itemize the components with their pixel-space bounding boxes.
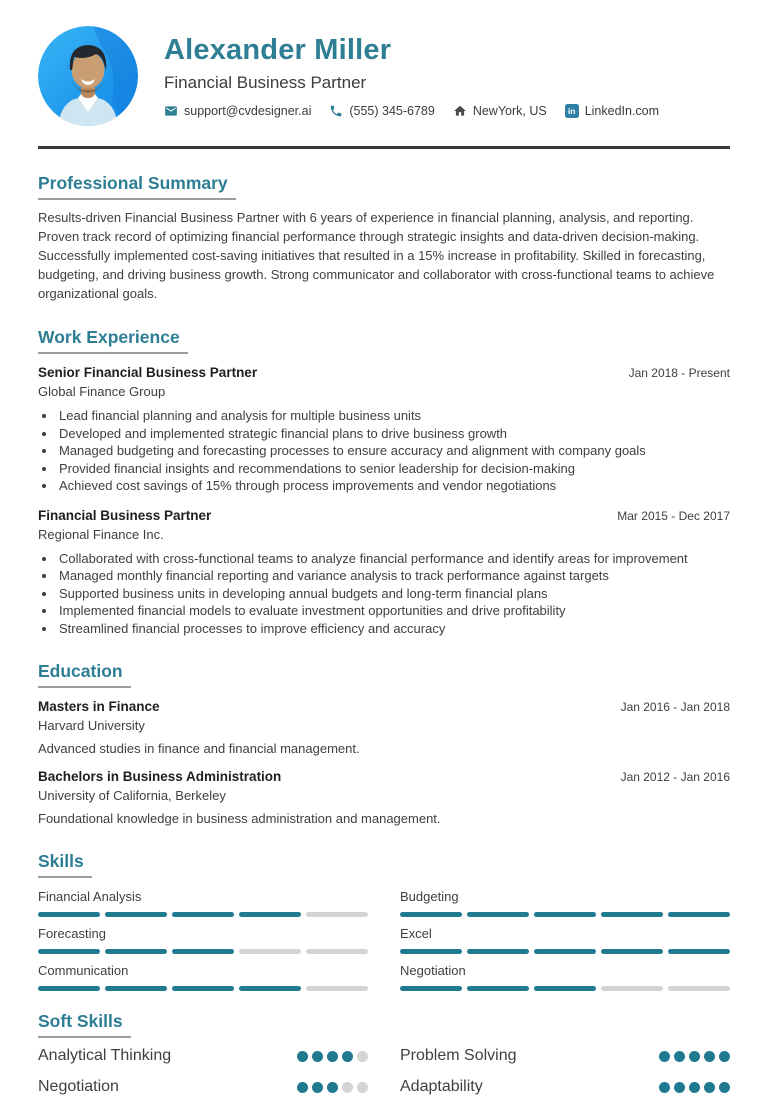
soft-skill-rating	[659, 1051, 730, 1062]
skill-bar-segment	[306, 986, 368, 991]
skill-label: Forecasting	[38, 926, 106, 941]
skill-bar-segment	[38, 912, 100, 917]
section-heading-work: Work Experience	[38, 327, 188, 354]
skill-bar-segment	[467, 912, 529, 917]
rating-dot	[659, 1082, 670, 1093]
skill-item	[400, 962, 730, 991]
skill-bar-segment	[534, 986, 596, 991]
soft-skill-rating	[659, 1082, 730, 1093]
skill-bar-segment	[601, 986, 663, 991]
soft-skill-item	[400, 1047, 730, 1065]
header-divider	[38, 146, 730, 149]
contact-linkedin[interactable]	[565, 104, 659, 118]
home-icon	[453, 104, 467, 118]
skill-bar-segment	[467, 986, 529, 991]
contact-linkedin-text: LinkedIn.com	[584, 104, 660, 118]
skill-bar-segment	[467, 949, 529, 954]
rating-dot	[704, 1082, 715, 1093]
job-bullet-list	[57, 407, 730, 495]
job-bullet: • Provided financial insights and recommendations to senior leadership for decision-making	[57, 460, 730, 478]
contact-phone-text: (555) 345-6789	[349, 104, 435, 118]
degree-title: Masters in Finance	[38, 699, 160, 714]
job-bullet: • Developed and implemented strategic financial plans to drive business growth	[57, 425, 730, 443]
skill-item	[400, 925, 730, 954]
job-entry	[38, 364, 730, 495]
rating-dot	[342, 1051, 353, 1062]
skill-item	[38, 962, 368, 991]
skill-label: Financial Analysis	[38, 889, 142, 904]
rating-dot	[327, 1051, 338, 1062]
rating-dot	[342, 1082, 353, 1093]
phone-icon	[329, 104, 343, 118]
school-name: University of California, Berkeley	[38, 788, 226, 803]
skill-bar-segment	[172, 949, 234, 954]
soft-skill-label: Analytical Thinking	[38, 1047, 172, 1064]
section-heading-education: Education	[38, 661, 131, 688]
skill-bar-segment	[306, 949, 368, 954]
rating-dot	[357, 1051, 368, 1062]
rating-dot	[297, 1082, 308, 1093]
education-date: Jan 2016 - Jan 2018	[620, 700, 730, 714]
skill-bar-segment	[172, 912, 234, 917]
skill-bar	[38, 949, 368, 954]
contact-email-text: support@cvdesigner.ai	[184, 104, 312, 118]
skill-bar-segment	[105, 986, 167, 991]
person-job-title: Financial Business Partner	[164, 73, 367, 92]
rating-dot	[674, 1082, 685, 1093]
job-header	[38, 507, 730, 524]
job-bullet: • Collaborated with cross-functional teams to analyze financial performance and identify areas for improvement	[57, 550, 730, 568]
section-work-experience	[38, 327, 730, 637]
education-header	[38, 768, 730, 785]
skill-bar	[38, 912, 368, 917]
education-entry	[38, 768, 730, 827]
contact-location	[453, 104, 547, 118]
soft-skill-rating	[297, 1051, 368, 1062]
contact-email[interactable]	[164, 104, 311, 118]
job-bullet: • Lead financial planning and analysis for multiple business units	[57, 407, 730, 425]
rating-dot	[312, 1051, 323, 1062]
job-title: Financial Business Partner	[38, 507, 212, 523]
skill-bar-segment	[306, 912, 368, 917]
job-bullet: • Managed monthly financial reporting and variance analysis to track performance against targets	[57, 567, 730, 585]
skill-bar-segment	[239, 949, 301, 954]
education-description: Advanced studies in finance and financial management.	[38, 741, 360, 756]
education-header	[38, 698, 730, 715]
skill-label: Excel	[400, 926, 432, 941]
skill-bar-segment	[668, 912, 730, 917]
rating-dot	[719, 1082, 730, 1093]
email-icon	[164, 104, 178, 118]
section-skills	[38, 851, 730, 991]
skill-bar-segment	[105, 949, 167, 954]
contact-phone[interactable]	[329, 104, 434, 118]
contact-location-text: NewYork, US	[472, 104, 547, 118]
skill-bar-segment	[601, 949, 663, 954]
section-education	[38, 661, 730, 827]
soft-skill-item	[400, 1078, 730, 1096]
job-bullet: • Implemented financial models to evaluate investment opportunities and drive profitability	[57, 602, 730, 620]
education-entry	[38, 698, 730, 757]
skill-bar-segment	[534, 912, 596, 917]
skill-label: Budgeting	[400, 889, 459, 904]
rating-dot	[659, 1051, 670, 1062]
soft-skill-item	[38, 1078, 368, 1096]
rating-dot	[689, 1051, 700, 1062]
job-company: Global Finance Group	[38, 384, 166, 399]
job-bullet: • Supported business units in developing annual budgets and long-term financial plans	[57, 585, 730, 603]
skill-bar	[400, 912, 730, 917]
soft-skills-grid	[38, 1047, 730, 1096]
skill-bar	[400, 986, 730, 991]
skill-bar-segment	[668, 986, 730, 991]
rating-dot	[327, 1082, 338, 1093]
skill-bar-segment	[172, 986, 234, 991]
contact-row	[164, 104, 659, 118]
section-professional-summary	[38, 173, 730, 303]
section-heading-skills: Skills	[38, 851, 92, 878]
skill-bar-segment	[400, 949, 462, 954]
section-heading-summary: Professional Summary	[38, 173, 236, 200]
skill-bar-segment	[38, 986, 100, 991]
skill-bar-segment	[105, 912, 167, 917]
soft-skill-label: Problem Solving	[400, 1047, 517, 1064]
rating-dot	[689, 1082, 700, 1093]
soft-skill-item	[38, 1047, 368, 1065]
avatar-photo-illustration	[38, 26, 138, 126]
school-name: Harvard University	[38, 718, 145, 733]
rating-dot	[357, 1082, 368, 1093]
skill-bar-segment	[601, 912, 663, 917]
skill-bar-segment	[239, 912, 301, 917]
soft-skill-rating	[297, 1082, 368, 1093]
skill-bar-segment	[400, 986, 462, 991]
skill-item	[38, 925, 368, 954]
person-name: Alexander Miller	[164, 34, 392, 66]
job-header	[38, 364, 730, 381]
soft-skill-label: Negotiation	[38, 1078, 119, 1095]
education-description: Foundational knowledge in business administration and management.	[38, 811, 441, 826]
rating-dot	[674, 1051, 685, 1062]
skill-label: Negotiation	[400, 963, 466, 978]
soft-skill-label: Adaptability	[400, 1078, 483, 1095]
avatar	[38, 26, 138, 126]
job-date: Jan 2018 - Present	[628, 366, 730, 380]
job-bullet: • Managed budgeting and forecasting processes to ensure accuracy and alignment with company goals	[57, 442, 730, 460]
section-soft-skills	[38, 1011, 730, 1096]
job-date: Mar 2015 - Dec 2017	[617, 508, 730, 523]
summary-text: Results-driven Financial Business Partner with 6 years of experience in financial planning, analysis, and reporting. Proven track record of optimizing financial performance through strategic insights and data-driven decision-making. Successfully implemented cost-saving initiatives that resulted in a 15% increase in profitability. Skilled in forecasting, budgeting, and driving business growth. Strong communicator and collaborator with cross-functional teams to achieve organizational goals.	[38, 210, 715, 301]
rating-dot	[704, 1051, 715, 1062]
skill-bar-segment	[239, 986, 301, 991]
skill-bar-segment	[534, 949, 596, 954]
job-company: Regional Finance Inc.	[38, 526, 164, 542]
education-date: Jan 2012 - Jan 2016	[620, 770, 730, 784]
rating-dot	[297, 1051, 308, 1062]
skill-bar	[38, 986, 368, 991]
skill-label: Communication	[38, 963, 129, 978]
header-text	[164, 34, 659, 118]
skill-item	[38, 888, 368, 917]
skills-grid	[38, 888, 730, 991]
skill-bar	[400, 949, 730, 954]
skill-bar-segment	[400, 912, 462, 917]
skill-bar-segment	[668, 949, 730, 954]
rating-dot	[312, 1082, 323, 1093]
skill-bar-segment	[38, 949, 100, 954]
job-bullet: • Streamlined financial processes to improve efficiency and accuracy	[57, 620, 730, 638]
job-entry	[38, 507, 730, 638]
resume-header	[38, 26, 730, 126]
section-heading-soft-skills: Soft Skills	[38, 1011, 131, 1038]
job-bullet: • Achieved cost savings of 15% through process improvements and vendor negotiations	[57, 477, 730, 495]
rating-dot	[719, 1051, 730, 1062]
job-title: Senior Financial Business Partner	[38, 365, 258, 380]
degree-title: Bachelors in Business Administration	[38, 769, 282, 784]
job-bullet-list	[57, 550, 730, 638]
skill-item	[400, 888, 730, 917]
linkedin-icon: in	[565, 104, 579, 118]
